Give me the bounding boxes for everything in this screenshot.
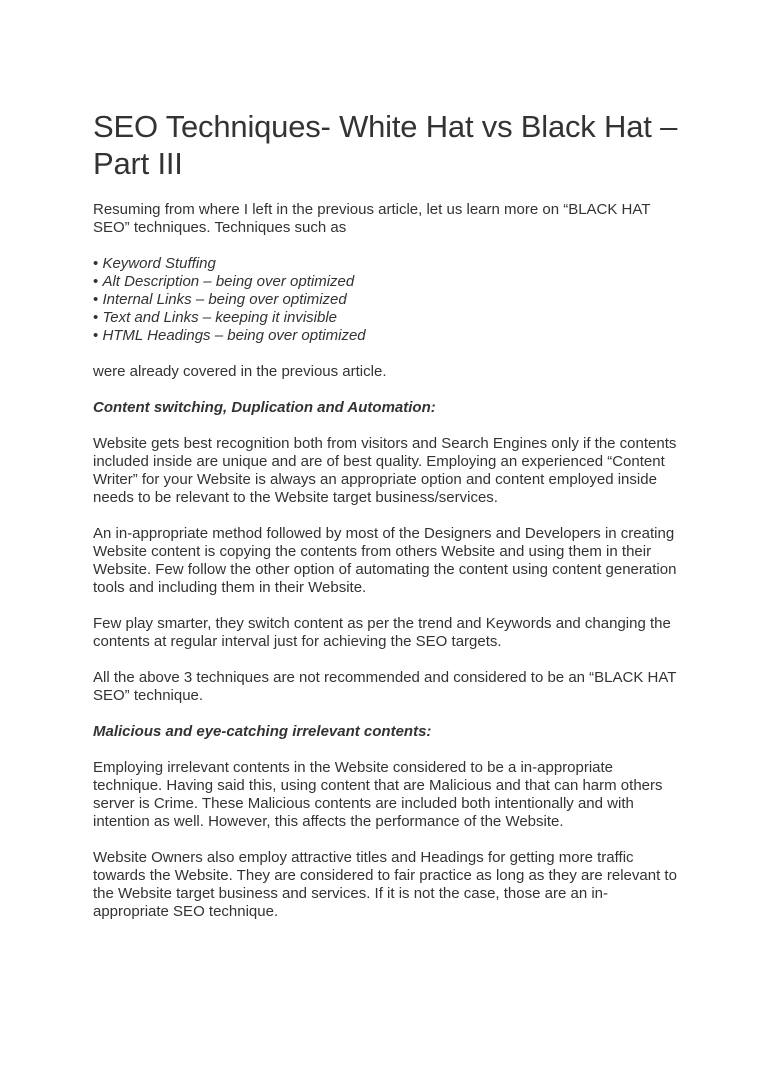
list-item-text: Text and Links – keeping it invisible xyxy=(102,309,338,326)
list-item-text: Alt Description – being over optimized xyxy=(102,273,355,290)
document-page xyxy=(93,108,683,939)
list-item xyxy=(93,291,683,309)
list-item xyxy=(93,273,683,291)
techniques-list xyxy=(93,255,683,345)
body-paragraph: Few play smarter, they switch content as per the trend and Keywords and changing the contents at regular interval just for achieving the SEO targets. xyxy=(93,615,671,650)
body-paragraph: Employing irrelevant contents in the Website considered to be a in-appropriate technique. Having said this, using content that are Malicious and that can harm others server is Crime. These Malicious contents are included both intentionally and with intention as well. However, this affects the performance of the Website. xyxy=(93,759,663,830)
body-paragraph: All the above 3 techniques are not recommended and considered to be an “BLACK HAT SEO” technique. xyxy=(93,669,677,704)
bullet-icon: • xyxy=(93,327,99,344)
intro-paragraph: Resuming from where I left in the previous article, let us learn more on “BLACK HAT SEO” techniques. Techniques such as xyxy=(93,201,651,236)
covered-note: were already covered in the previous article. xyxy=(93,363,387,380)
list-item xyxy=(93,255,683,273)
list-item-text: HTML Headings – being over optimized xyxy=(102,327,366,344)
bullet-icon: • xyxy=(93,273,99,290)
bullet-icon: • xyxy=(93,291,99,308)
list-item-text: Internal Links – being over optimized xyxy=(102,291,347,308)
bullet-icon: • xyxy=(93,309,99,326)
article-title: SEO Techniques- White Hat vs Black Hat – Part III xyxy=(93,109,678,181)
body-paragraph: Website Owners also employ attractive titles and Headings for getting more traffic towards the Website. They are considered to fair practice as long as they are relevant to the Website target business and services. If it is not the case, those are an in-appropriate SEO technique. xyxy=(93,849,677,920)
body-paragraph: An in-appropriate method followed by most of the Designers and Developers in creating Website content is copying the contents from others Website and using them in their Website. Few follow the other option of automating the content using content generation tools and including them in their Website. xyxy=(93,525,677,596)
list-item xyxy=(93,309,683,327)
section-heading-malicious-contents: Malicious and eye-catching irrelevant contents: xyxy=(93,723,432,740)
list-item-text: Keyword Stuffing xyxy=(102,255,216,272)
list-item xyxy=(93,327,683,345)
bullet-icon: • xyxy=(93,255,99,272)
section-heading-content-switching: Content switching, Duplication and Automation: xyxy=(93,399,436,416)
body-paragraph: Website gets best recognition both from visitors and Search Engines only if the contents included inside are unique and are of best quality. Employing an experienced “Content Writer” for your Website is always an appropriate option and content employed inside needs to be relevant to the Website target business/services. xyxy=(93,435,677,506)
